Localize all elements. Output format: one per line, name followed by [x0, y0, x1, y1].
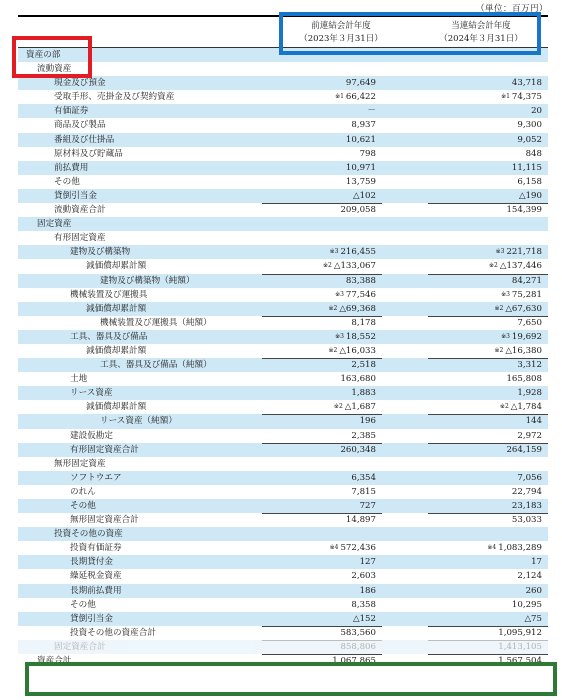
value-text: 6,354: [351, 472, 376, 483]
value-text: 216,455: [340, 247, 376, 258]
value-text: 53,033: [511, 515, 542, 526]
value-text: 75,281: [511, 289, 542, 300]
prev-year-value: [266, 104, 376, 118]
table-row: [18, 274, 548, 288]
row-label: 貸倒引当金: [54, 190, 97, 201]
value-text: △16,033: [339, 345, 376, 356]
footnote-mark: ※3: [335, 332, 344, 340]
value-text: △67,630: [505, 303, 542, 314]
row-label: 長期貸付金: [70, 557, 113, 568]
table-row: [18, 133, 548, 147]
table-row: [18, 499, 548, 513]
row-label: 投資その他の資産: [54, 529, 123, 540]
row-label: 減価償却累計額: [86, 345, 147, 356]
value-text: 196: [359, 416, 376, 427]
value-text: 17: [531, 557, 542, 568]
prev-year-value: [266, 471, 376, 485]
value-text: 165,808: [506, 374, 542, 385]
row-label: 有形固定資産合計: [70, 444, 139, 455]
footnote-mark: ※3: [335, 290, 344, 298]
prev-year-value: [266, 90, 376, 104]
value-text: 14,897: [345, 515, 376, 526]
value-text: 163,680: [340, 374, 376, 385]
prev-year-value: [266, 175, 376, 189]
balance-sheet-table: [18, 48, 548, 668]
row-label: その他: [54, 176, 80, 187]
value-text: 583,560: [340, 627, 376, 638]
curr-year-value: [432, 259, 542, 273]
value-text: △133,067: [333, 261, 376, 272]
row-label: 有形固定資産: [54, 233, 106, 244]
table-row: [18, 203, 548, 217]
curr-year-date: （2024年３月31日）: [439, 34, 523, 44]
highlight-box-total-assets: [25, 662, 557, 696]
footnote-mark: ※2: [494, 304, 504, 312]
table-row: [18, 457, 548, 471]
row-label: リース資産（純額）: [100, 416, 177, 427]
prev-year-value: [266, 400, 376, 414]
value-text: 22,794: [511, 486, 542, 497]
row-label: 繰延税金資産: [70, 571, 122, 582]
prev-year-value: [266, 203, 376, 217]
value-text: △69,368: [339, 303, 376, 314]
value-text: △16,380: [505, 345, 542, 356]
prev-year-value: [266, 245, 376, 259]
table-row: [18, 302, 548, 316]
prev-year-value: [266, 499, 376, 513]
footnote-mark: ※3: [329, 248, 339, 256]
prev-year-value: [266, 640, 376, 654]
row-label: 固定資産: [37, 219, 72, 230]
value-text: 264,159: [506, 444, 542, 455]
value-text: 186: [359, 585, 376, 596]
table-row: [18, 330, 548, 344]
row-label: 有価証券: [54, 106, 89, 117]
value-text: 10,971: [345, 162, 376, 173]
table-row: [18, 245, 548, 259]
prev-year-value: [266, 344, 376, 358]
value-text: 23,183: [511, 501, 542, 511]
row-label: 長期前払費用: [70, 585, 122, 596]
prev-year-value: [266, 485, 376, 499]
row-label: 建設仮勘定: [70, 430, 113, 441]
footnote-mark: ※3: [501, 290, 510, 298]
unit-label: （単位：百万円）: [475, 4, 548, 14]
curr-year-value: [432, 288, 542, 302]
value-text: 8,178: [351, 317, 376, 328]
table-row: [18, 288, 548, 302]
table-row: [18, 626, 548, 640]
value-text: 7,650: [517, 317, 542, 328]
value-text: 20: [531, 106, 542, 117]
prev-year-value: [266, 147, 376, 161]
value-text: 727: [359, 501, 376, 511]
prev-year-value: [266, 414, 376, 428]
value-text: 19,692: [511, 331, 542, 342]
prev-year-value: [266, 541, 376, 555]
table-row: [18, 443, 548, 457]
curr-year-value: [432, 274, 542, 288]
footnote-mark: ※1: [501, 93, 510, 101]
table-row: [18, 217, 548, 231]
prev-year-value: [266, 274, 376, 288]
row-label: その他: [70, 501, 96, 511]
prev-year-value: [266, 372, 376, 386]
value-text: 2,518: [351, 360, 376, 371]
row-label: 工具、器具及び備品: [70, 331, 148, 342]
table-row: [18, 612, 548, 626]
value-text: 7,056: [517, 472, 542, 483]
row-label: 建物及び構築物（純額）: [100, 275, 195, 286]
value-text: 260: [525, 585, 542, 596]
value-text: △75: [524, 613, 542, 624]
value-text: 144: [525, 416, 542, 427]
curr-year-value: [432, 555, 542, 569]
value-text: 10,295: [511, 599, 542, 610]
table-row: [18, 386, 548, 400]
prev-year-value: [266, 259, 376, 273]
row-label: 前払費用: [54, 162, 89, 173]
curr-year-value: [432, 414, 542, 428]
value-text: 83,388: [345, 275, 376, 286]
footnote-mark: ※3: [501, 332, 510, 340]
row-label: 流動資産合計: [54, 205, 106, 216]
value-text: △1,687: [344, 402, 376, 413]
curr-year-value: [432, 76, 542, 90]
row-label: 減価償却累計額: [86, 261, 147, 272]
prev-year-value: [266, 330, 376, 344]
curr-year-value: [432, 104, 542, 118]
prev-year-value: [266, 443, 376, 457]
row-label: 固定資産合計: [54, 641, 106, 652]
row-label: リース資産: [70, 388, 113, 399]
row-label: 無形固定資産: [54, 458, 106, 469]
table-row: [18, 400, 548, 414]
table-row: [18, 471, 548, 485]
row-label: 番組及び仕掛品: [54, 134, 115, 145]
value-text: 2,603: [351, 571, 376, 582]
value-text: 127: [359, 557, 376, 568]
curr-year-title: 当連結会計年度: [451, 21, 511, 31]
prev-year-value: [266, 555, 376, 569]
row-label: 商品及び製品: [54, 120, 106, 131]
curr-year-value: [432, 612, 542, 626]
curr-year-value: [432, 90, 542, 104]
row-label: 機械装置及び運搬具（純額）: [100, 317, 212, 328]
value-text: △102: [352, 190, 376, 201]
table-row: [18, 90, 548, 104]
table-row: [18, 569, 548, 583]
row-label: 工具、器具及び備品（純額）: [100, 360, 212, 371]
table-row: [18, 62, 548, 76]
curr-year-value: [432, 118, 542, 132]
curr-year-value: [432, 598, 542, 612]
row-label: 資産の部: [26, 50, 61, 60]
table-row: [18, 541, 548, 555]
curr-year-value: [432, 245, 542, 259]
value-text: 858,806: [340, 641, 376, 652]
footnote-mark: ※2: [333, 403, 343, 411]
row-label: 受取手形、売掛金及び契約資産: [54, 92, 175, 103]
value-text: 6,158: [517, 176, 542, 187]
curr-year-value: [432, 485, 542, 499]
curr-year-value: [432, 429, 542, 443]
table-row: [18, 161, 548, 175]
table-row: [18, 414, 548, 428]
value-text: 11,115: [511, 162, 542, 173]
value-text: 9,300: [517, 120, 542, 131]
row-label: 資産合計: [37, 656, 72, 667]
value-text: 221,718: [506, 247, 542, 258]
value-text: 2,972: [517, 430, 542, 441]
curr-year-value: [432, 513, 542, 527]
footnote-mark: ※1: [335, 93, 344, 101]
curr-year-value: [432, 147, 542, 161]
value-text: 74,375: [511, 92, 542, 103]
value-text: 260,348: [340, 444, 376, 455]
prev-year-value: [266, 133, 376, 147]
value-text: 10,621: [345, 134, 376, 145]
value-text: 1,567,504: [498, 656, 542, 667]
table-row: [18, 104, 548, 118]
prev-year-value: [266, 598, 376, 612]
prev-year-value: [266, 513, 376, 527]
value-text: 209,058: [340, 205, 376, 216]
value-text: 1,095,912: [498, 627, 542, 638]
value-text: 66,422: [345, 92, 376, 103]
curr-year-value: [432, 584, 542, 598]
table-row: [18, 175, 548, 189]
value-text: 43,718: [511, 78, 542, 89]
prev-year-value: [266, 288, 376, 302]
row-label: 現金及び預金: [54, 78, 106, 89]
prev-year-value: [266, 302, 376, 316]
value-text: 13,759: [345, 176, 376, 187]
prev-year-date: （2023年３月31日）: [299, 34, 383, 44]
table-row: [18, 259, 548, 273]
curr-year-value: [432, 443, 542, 457]
row-label: 投資その他の資産合計: [70, 627, 156, 638]
value-text: 18,552: [345, 331, 376, 342]
value-text: △1,784: [510, 402, 542, 413]
table-row: [18, 513, 548, 527]
curr-year-value: [432, 175, 542, 189]
footnote-mark: ※3: [495, 248, 505, 256]
curr-year-value: [432, 372, 542, 386]
row-label: のれん: [70, 486, 96, 497]
curr-year-value: [432, 400, 542, 414]
row-label: 無形固定資産合計: [70, 515, 139, 526]
row-label: 投資有価証券: [70, 543, 122, 554]
curr-year-value: [432, 344, 542, 358]
highlight-box-assets-section: [12, 36, 92, 78]
row-label: 建物及び構築物: [70, 247, 131, 258]
footnote-mark: ※2: [494, 346, 504, 354]
value-text: －: [367, 106, 376, 117]
curr-year-value: [432, 541, 542, 555]
curr-year-value: [432, 358, 542, 372]
table-row: [18, 76, 548, 90]
curr-year-value: [432, 471, 542, 485]
prev-year-value: [266, 626, 376, 640]
table-row: [18, 316, 548, 330]
prev-year-value: [266, 189, 376, 203]
table-row: [18, 485, 548, 499]
curr-year-value: [432, 133, 542, 147]
value-text: 1,413,105: [498, 641, 542, 652]
value-text: 1,083,289: [498, 543, 542, 554]
prev-year-value: [266, 584, 376, 598]
table-row: [18, 598, 548, 612]
curr-year-value: [432, 499, 542, 513]
footnote-mark: ※2: [499, 403, 509, 411]
footnote-mark: ※2: [328, 346, 338, 354]
value-text: 1,928: [517, 388, 542, 399]
curr-year-value: [432, 189, 542, 203]
prev-year-value: [266, 612, 376, 626]
row-label: 原材料及び貯蔵品: [54, 148, 123, 159]
prev-year-value: [266, 316, 376, 330]
curr-year-value: [432, 386, 542, 400]
row-label: ソフトウエア: [70, 472, 122, 483]
row-label: 減価償却累計額: [86, 303, 147, 314]
table-row: [18, 358, 548, 372]
table-row: [18, 118, 548, 132]
value-text: 154,399: [506, 205, 542, 216]
table-row: [18, 147, 548, 161]
value-text: 1,067,865: [332, 656, 376, 667]
prev-year-value: [266, 76, 376, 90]
value-text: 8,358: [351, 599, 376, 610]
value-text: 572,436: [340, 543, 376, 554]
prev-year-value: [266, 569, 376, 583]
table-row: [18, 231, 548, 245]
value-text: 798: [359, 148, 376, 159]
value-text: △190: [518, 190, 542, 201]
curr-year-value: [432, 161, 542, 175]
footnote-mark: ※4: [329, 544, 339, 552]
curr-year-value: [432, 203, 542, 217]
curr-year-value: [432, 330, 542, 344]
row-label: その他: [70, 599, 96, 610]
table-row: [18, 584, 548, 598]
table-row: [18, 344, 548, 358]
prev-year-value: [266, 118, 376, 132]
table-row: [18, 527, 548, 541]
table-row: [18, 429, 548, 443]
row-label: 土地: [70, 374, 88, 385]
value-text: 3,312: [517, 360, 542, 371]
prev-year-value: [266, 429, 376, 443]
value-text: 84,271: [511, 275, 542, 286]
prev-year-title: 前連結会計年度: [311, 21, 371, 31]
curr-year-value: [432, 640, 542, 654]
row-label: 貸倒引当金: [70, 613, 113, 624]
row-label: 減価償却累計額: [86, 402, 147, 413]
table-row: [18, 640, 548, 654]
value-text: 97,649: [345, 78, 376, 89]
curr-year-value: [432, 316, 542, 330]
value-text: △137,446: [499, 261, 542, 272]
curr-year-value: [432, 626, 542, 640]
curr-year-value: [432, 302, 542, 316]
value-text: 7,815: [351, 486, 376, 497]
footnote-mark: ※2: [322, 262, 332, 270]
value-text: 9,052: [517, 134, 542, 145]
highlight-box-period-headers: [279, 12, 541, 55]
value-text: 2,385: [351, 430, 376, 441]
value-text: △152: [352, 613, 376, 624]
value-text: 848: [525, 148, 542, 159]
table-row: [18, 555, 548, 569]
prev-year-value: [266, 161, 376, 175]
value-text: 8,937: [351, 120, 376, 131]
table-row: [18, 372, 548, 386]
footnote-mark: ※4: [487, 544, 497, 552]
row-label: 機械装置及び運搬具: [70, 289, 148, 300]
curr-year-value: [432, 569, 542, 583]
value-text: 77,546: [345, 289, 376, 300]
prev-year-value: [266, 358, 376, 372]
value-text: 2,124: [517, 571, 542, 582]
value-text: 1,883: [351, 388, 376, 399]
footnote-mark: ※2: [328, 304, 338, 312]
row-label: 流動資産: [37, 64, 72, 75]
footnote-mark: ※2: [488, 262, 498, 270]
table-row: [18, 189, 548, 203]
prev-year-value: [266, 386, 376, 400]
